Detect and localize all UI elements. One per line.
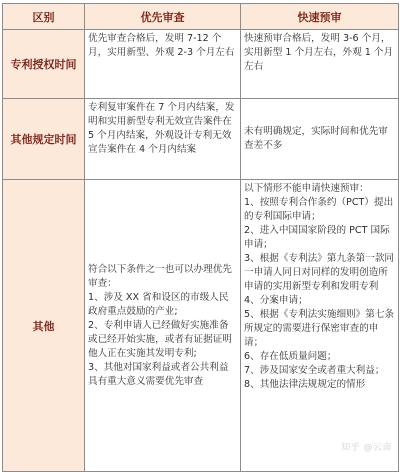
priority-condition-item: 3、其他对国家利益或者公共利益具有重大意义需要优先审查: [88, 361, 229, 387]
row-label-other-time: 其他规定时间: [3, 99, 85, 180]
fast-exclusion-item: 8、其他法律法规规定的情形: [244, 379, 366, 390]
header-fast-pre-review: 快速预审: [241, 4, 399, 30]
priority-conditions-intro: 符合以下条件之一也可以办理优先审查：: [88, 263, 232, 289]
row-label-grant-time: 专利授权时间: [3, 30, 85, 99]
fast-exclusion-item: 6、存在低质量问题；: [244, 351, 337, 362]
fast-exclusion-item: 1、按照专利合作条约（PCT）提出的专利国际申请；: [244, 197, 394, 222]
fast-grant-time-cell: 快速预审合格后，发明 3-6 个月，实用新型 1 个月左右，外观 1 个月左右: [241, 30, 399, 99]
table-header-row: [3, 4, 399, 30]
fast-exclusion-item: 2、进入中国国家阶段的 PCT 国际申请；: [244, 225, 390, 250]
fast-exclusions-intro: 以下情形不能申请快速预审：: [244, 183, 369, 194]
header-priority-review: 优先审查: [85, 4, 241, 30]
fast-exclusion-item: 3、根据《专利法》第九条第一款同一申请人同日对同样的发明创造所申请的实用新型专利和发明专利: [244, 253, 395, 292]
fast-exclusion-item: 5、根据《专利法实施细则》第七条所规定的需要进行保密审查的申请；: [244, 309, 395, 348]
fast-other-cell: [241, 180, 399, 472]
fast-exclusion-item: 4、分案申请；: [244, 295, 308, 306]
priority-condition-item: 2、专利申请人已经做好实施准备或已经开始实施，或者有证据证明他人正在实施其发明专利;: [88, 319, 232, 359]
row-label-other: 其他: [3, 180, 85, 472]
priority-other-cell: [85, 180, 241, 472]
header-difference: 区别: [3, 4, 85, 30]
watermark: 知乎 @云南: [341, 443, 392, 453]
table-row: [3, 30, 399, 99]
table-row: [3, 99, 399, 180]
fast-other-time-cell: 未有明确规定，实际时间和优先审查差不多: [241, 99, 399, 180]
table-row: [3, 180, 399, 472]
fast-exclusion-item: 7、涉及国家安全或者重大利益；: [244, 365, 385, 376]
priority-grant-time-cell: 优先审查合格后，发明 7-12 个月，实用新型、外观 2-3 个月左右: [85, 30, 241, 99]
priority-condition-item: 1、涉及 XX 省和设区的市级人民政府重点鼓励的产业;: [88, 291, 229, 317]
comparison-table: [2, 3, 399, 472]
priority-other-time-cell: 专利复审案件在 7 个月内结案，发明和实用新型专利无效宣告案件在 5 个月内结案，外观设计专利无效宣告案件在 4 个月内结案: [85, 99, 241, 180]
